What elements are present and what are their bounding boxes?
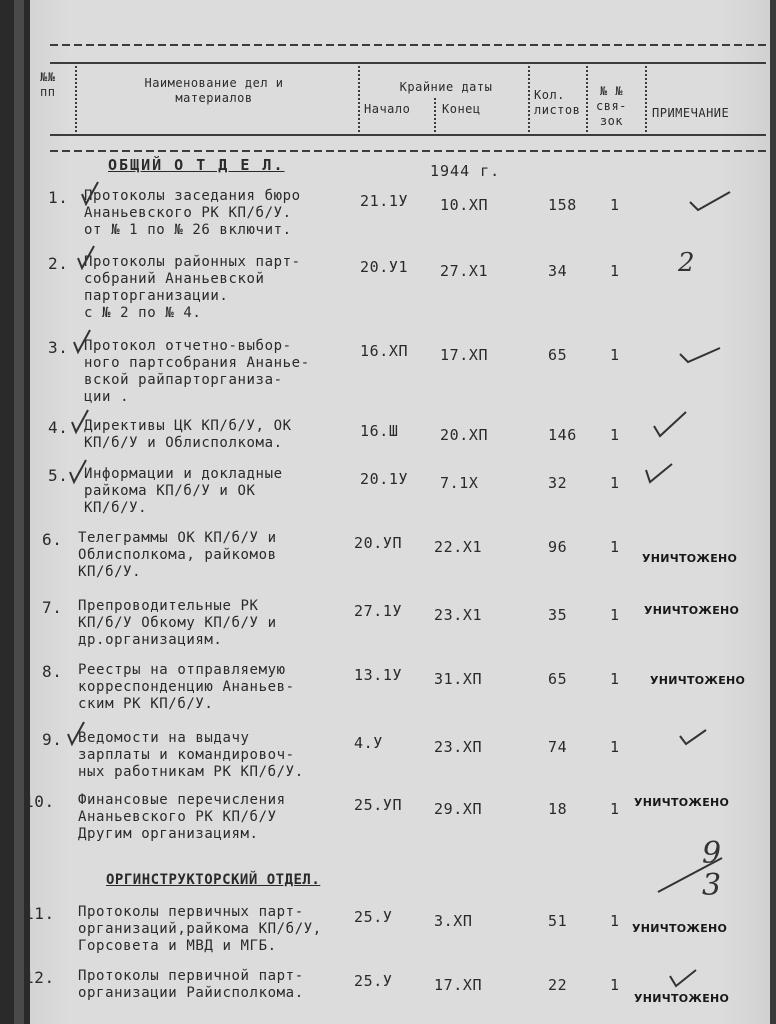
row-number: 3. xyxy=(48,338,69,357)
handwritten-fraction-top: 9 xyxy=(702,836,722,871)
row-end-date: 23.X1 xyxy=(434,606,483,624)
row-sheet-count: 22 xyxy=(548,976,568,994)
row-description: Протоколы первичной парт- организации Райисполкома. xyxy=(78,968,304,1001)
check-mark-icon xyxy=(686,186,736,216)
row-description: Телеграммы ОК КП/б/У и Облисполкома, райкомов КП/б/У. xyxy=(78,530,277,580)
row-sheet-count: 74 xyxy=(548,738,568,756)
document-page xyxy=(24,0,770,1024)
row-bundle-number: 1 xyxy=(610,912,620,930)
row-end-date: 31.XП xyxy=(434,670,483,688)
row-description: Протоколы районных парт- собраний Ананьевской парторганизации. с № 2 по № 4. xyxy=(84,254,301,321)
handwritten-number: 2 xyxy=(678,248,695,278)
row-number: 12. xyxy=(24,968,55,987)
row-sheet-count: 65 xyxy=(548,670,568,688)
page-right-edge xyxy=(770,0,776,1024)
header-bundle: № № свя- зок xyxy=(596,84,627,128)
row-sheet-count: 35 xyxy=(548,606,568,624)
check-mark-icon xyxy=(650,408,690,444)
row-bundle-number: 1 xyxy=(610,474,620,492)
destroyed-stamp: УНИЧТОЖЕНО xyxy=(634,796,730,809)
row-description: Протоколы первичных парт- организаций,райкома КП/б/У, Горсовета и МВД и МГБ. xyxy=(78,904,322,954)
check-mark-icon xyxy=(642,458,678,488)
row-sheet-count: 146 xyxy=(548,426,577,444)
row-description: Протоколы заседания бюро Ананьевского РК КП/б/У. от № 1 по № 26 включит. xyxy=(84,188,301,238)
check-mark-icon xyxy=(68,408,92,438)
fraction-stroke xyxy=(650,850,730,900)
row-end-date: 29.XП xyxy=(434,800,483,818)
row-sheet-count: 34 xyxy=(548,262,568,280)
row-number: 6. xyxy=(42,530,63,549)
destroyed-stamp: УНИЧТОЖЕНО xyxy=(650,674,746,687)
page-shadow xyxy=(14,0,24,1024)
header-separator xyxy=(75,66,77,132)
row-sheet-count: 51 xyxy=(548,912,568,930)
header-start: Начало xyxy=(364,102,411,116)
row-bundle-number: 1 xyxy=(610,538,620,556)
header-sheets: Кол. листов xyxy=(534,88,581,117)
section-title: ОРГИНСТРУКТОРСКИЙ ОТДЕЛ. xyxy=(106,872,321,888)
row-sheet-count: 96 xyxy=(548,538,568,556)
row-end-date: 7.1X xyxy=(440,474,479,492)
header-separator xyxy=(434,98,436,132)
header-note: ПРИМЕЧАНИЕ xyxy=(652,106,730,120)
row-number: 5. xyxy=(48,466,69,485)
row-end-date: 22.X1 xyxy=(434,538,483,556)
row-bundle-number: 1 xyxy=(610,262,620,280)
header-date-range: Крайние даты xyxy=(399,80,493,94)
row-description: Протокол отчетно-выбор- ного партсобрания Ананье- вской райпарторганиза- ции . xyxy=(84,338,310,405)
row-number: 1. xyxy=(48,188,69,207)
header-top-rule xyxy=(50,62,766,64)
row-start-date: 20.1У xyxy=(360,470,409,488)
row-start-date: 25.У xyxy=(354,972,393,990)
row-start-date: 4.У xyxy=(354,734,383,752)
row-start-date: 25.У xyxy=(354,908,393,926)
row-start-date: 27.1У xyxy=(354,602,403,620)
row-sheet-count: 18 xyxy=(548,800,568,818)
row-end-date: 20.XП xyxy=(440,426,489,444)
row-number: 4. xyxy=(48,418,69,437)
row-description: Финансовые перечисления Ананьевского РК КП/б/У Другим организациям. xyxy=(78,792,286,842)
header-separator xyxy=(528,66,530,132)
header-separator xyxy=(358,66,360,132)
row-description: Информации и докладные райкома КП/б/У и ОК КП/б/У. xyxy=(84,466,283,516)
check-mark-icon xyxy=(666,964,702,990)
row-sheet-count: 65 xyxy=(548,346,568,364)
row-end-date: 23.XП xyxy=(434,738,483,756)
check-mark-icon xyxy=(64,720,88,750)
row-start-date: 16.Ш xyxy=(360,422,399,440)
row-number: 7. xyxy=(42,598,63,617)
header-separator xyxy=(586,66,588,132)
destroyed-stamp: УНИЧТОЖЕНО xyxy=(632,922,728,935)
check-mark-icon xyxy=(676,340,726,370)
check-mark-icon xyxy=(66,458,90,488)
row-number: 2. xyxy=(48,254,69,273)
row-bundle-number: 1 xyxy=(610,800,620,818)
check-mark-icon xyxy=(70,328,94,358)
header-bottom-dashed-rule xyxy=(50,150,766,152)
row-sheet-count: 158 xyxy=(548,196,577,214)
row-end-date: 27.X1 xyxy=(440,262,489,280)
row-number: 8. xyxy=(42,662,63,681)
row-description: Препроводительные РК КП/б/У Обкому КП/б/У и др.организациям. xyxy=(78,598,277,648)
row-end-date: 10.XП xyxy=(440,196,489,214)
row-start-date: 13.1У xyxy=(354,666,403,684)
row-start-date: 20.У1 xyxy=(360,258,409,276)
row-bundle-number: 1 xyxy=(610,606,620,624)
row-number: 10. xyxy=(24,792,55,811)
header-top-dashed-rule xyxy=(50,44,766,46)
check-mark-icon xyxy=(74,244,98,274)
row-bundle-number: 1 xyxy=(610,738,620,756)
destroyed-stamp: УНИЧТОЖЕНО xyxy=(642,552,738,565)
header-bottom-rule xyxy=(50,134,766,136)
row-description: Реестры на отправляемую корреспонденцию Ананьев- ским РК КП/б/У. xyxy=(78,662,295,712)
row-bundle-number: 1 xyxy=(610,426,620,444)
row-start-date: 20.УП xyxy=(354,534,403,552)
check-mark-icon xyxy=(676,724,712,748)
row-start-date: 16.XП xyxy=(360,342,409,360)
row-bundle-number: 1 xyxy=(610,346,620,364)
row-start-date: 21.1У xyxy=(360,192,409,210)
header-separator xyxy=(645,66,647,132)
handwritten-fraction-bottom: 3 xyxy=(702,868,722,903)
header-end: Конец xyxy=(442,102,481,116)
row-number: 9. xyxy=(42,730,63,749)
row-bundle-number: 1 xyxy=(610,976,620,994)
check-mark-icon xyxy=(78,180,102,210)
section-title: ОБЩИЙ О Т Д Е Л. xyxy=(108,156,285,174)
destroyed-stamp: УНИЧТОЖЕНО xyxy=(634,992,730,1005)
row-description: Директивы ЦК КП/б/У, ОК КП/б/У и Облисполкома. xyxy=(84,418,292,451)
header-number: №№ пп xyxy=(40,70,56,99)
row-end-date: 17.XП xyxy=(434,976,483,994)
header-name: Наименование дел и материалов xyxy=(144,76,284,105)
section-year: 1944 г. xyxy=(430,162,501,180)
row-bundle-number: 1 xyxy=(610,196,620,214)
row-number: 11. xyxy=(24,904,55,923)
row-description: Ведомости на выдачу зарплаты и командировоч- ных работникам РК КП/б/У. xyxy=(78,730,304,780)
row-sheet-count: 32 xyxy=(548,474,568,492)
destroyed-stamp: УНИЧТОЖЕНО xyxy=(644,604,740,617)
row-end-date: 3.XП xyxy=(434,912,473,930)
row-start-date: 25.УП xyxy=(354,796,403,814)
row-end-date: 17.XП xyxy=(440,346,489,364)
row-bundle-number: 1 xyxy=(610,670,620,688)
